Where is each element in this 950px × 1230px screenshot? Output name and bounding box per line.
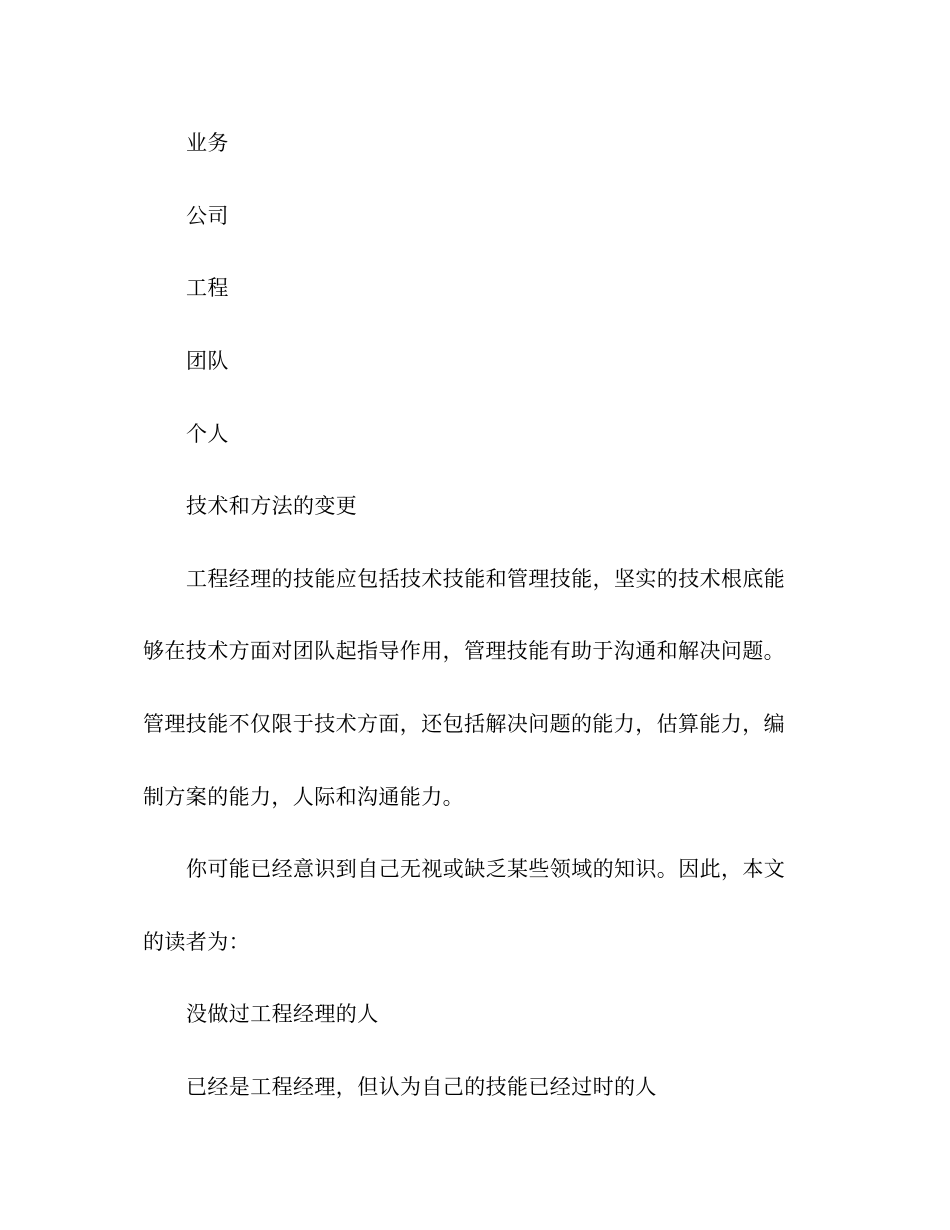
reader-item-outdated-manager: 已经是工程经理，但认为自己的技能已经过时的人 (186, 1075, 657, 1099)
reader-item-new-manager: 没做过工程经理的人 (186, 1002, 379, 1026)
list-item-engineering: 工程 (186, 276, 229, 300)
paragraph-2-line-1: 你可能已经意识到自己无视或缺乏某些领域的知识。因此，本文 (186, 857, 786, 881)
list-item-tech-change: 技术和方法的变更 (186, 494, 358, 518)
list-item-individual: 个人 (186, 422, 229, 446)
paragraph-1-line-4: 制方案的能力，人际和沟通能力。 (143, 785, 464, 809)
list-item-business: 业务 (186, 131, 229, 155)
paragraph-1-line-1: 工程经理的技能应包括技术技能和管理技能，坚实的技术根底能 (186, 567, 786, 591)
paragraph-2-line-2: 的读者为： (143, 930, 250, 954)
paragraph-1-line-2: 够在技术方面对团队起指导作用，管理技能有助于沟通和解决问题。 (143, 639, 785, 663)
list-item-company: 公司 (186, 204, 229, 228)
list-item-team: 团队 (186, 349, 229, 373)
paragraph-1-line-3: 管理技能不仅限于技术方面，还包括解决问题的能力，估算能力，编 (143, 712, 785, 736)
